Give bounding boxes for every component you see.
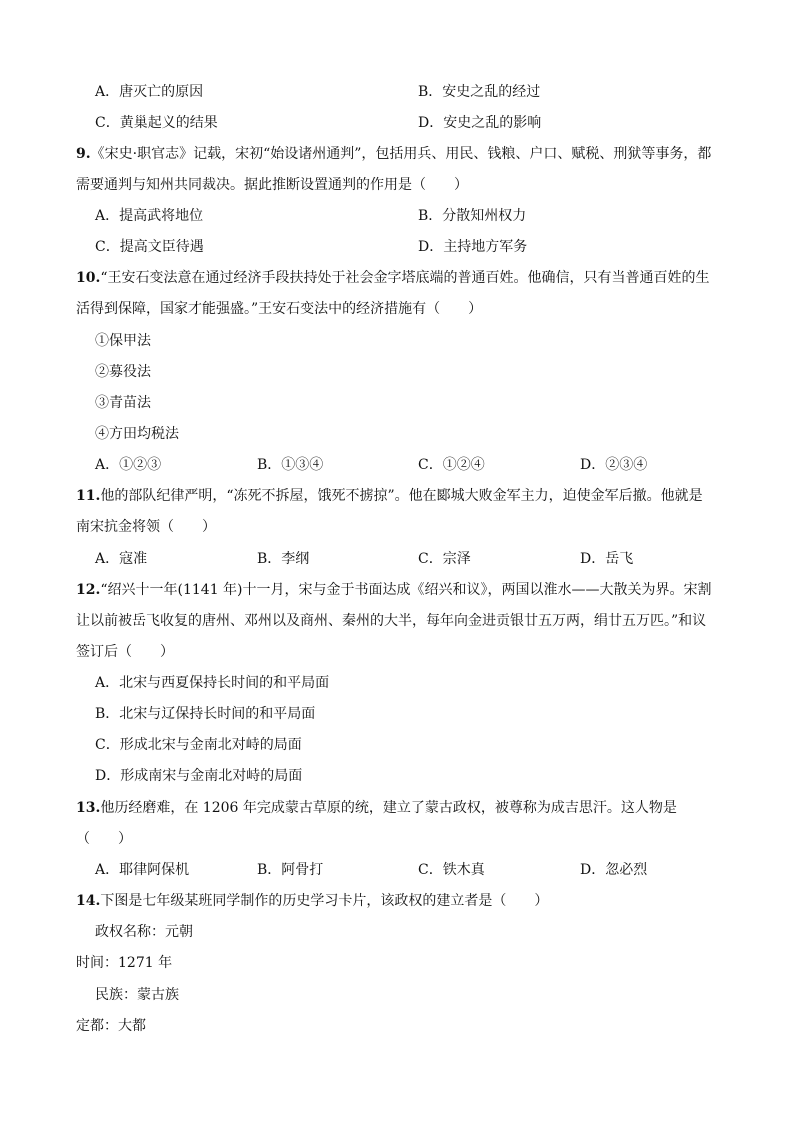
q10-stem-line1 [76, 268, 710, 288]
q11-option-a[interactable]: A．寇准 [95, 551, 148, 567]
q14-card-capital: 定都：大都 [76, 1018, 146, 1034]
q9-number: 9. [76, 146, 91, 162]
q12-number: 12. [76, 582, 101, 598]
q13-stem-line1 [76, 798, 677, 818]
q10-option-d[interactable]: D．②③④ [580, 457, 648, 473]
q11-number: 11. [76, 488, 101, 504]
q12-option-a[interactable]: A．北宋与西夏保持长时间的和平局面 [95, 675, 330, 691]
q12-option-c[interactable]: C．形成北宋与金南北对峙的局面 [95, 737, 302, 753]
q9-option-a[interactable]: A．提高武将地位 [95, 208, 204, 224]
q13-number: 13. [76, 800, 101, 816]
q8-option-d[interactable]: D．安史之乱的影响 [418, 115, 542, 131]
q14-stem-line1 [76, 891, 548, 911]
q12-text-line1: “绍兴十一年(1141 年)十一月，宋与金于书面达成《绍兴和议》，两国以淮水——大散关为界。宋割 [100, 582, 712, 598]
q8-option-a[interactable]: A．唐灭亡的原因 [95, 84, 204, 100]
q14-number: 14. [76, 893, 101, 909]
q8-option-c[interactable]: C．黄巢起义的结果 [95, 115, 218, 131]
q13-text-line1: 他历经磨难，在 1206 年完成蒙古草原的统，建立了蒙古政权，被尊称为成吉思汗。这人物是 [100, 800, 677, 816]
q14-text-line1: 下图是七年级某班同学制作的历史学习卡片，该政权的建立者是（ ） [100, 893, 549, 909]
q12-stem-line2: 让以前被岳飞收复的唐州、邓州以及商州、秦州的大半，每年向金进贡银廿五万两，绢廿五万匹。”和议 [76, 613, 707, 629]
q9-stem-line1 [76, 144, 711, 164]
q12-stem-line3: 签订后（ ） [76, 644, 174, 660]
q14-card-time: 时间：1271 年 [76, 955, 173, 971]
q9-option-d[interactable]: D．主持地方军务 [418, 239, 528, 255]
q10-option-a[interactable]: A．①②③ [95, 457, 162, 473]
q10-item-3: ③青苗法 [95, 395, 151, 411]
q12-option-b[interactable]: B．北宋与辽保持长时间的和平局面 [95, 706, 316, 722]
q10-option-b[interactable]: B．①③④ [257, 457, 324, 473]
q14-card-regime-name: 政权名称：元朝 [95, 924, 193, 940]
q13-option-a[interactable]: A．耶律阿保机 [95, 862, 190, 878]
q13-option-c[interactable]: C．铁木真 [418, 862, 485, 878]
q10-item-1: ①保甲法 [95, 333, 151, 349]
q10-option-c[interactable]: C．①②④ [418, 457, 485, 473]
q12-stem-line1 [76, 580, 712, 600]
q13-stem-line2: （ ） [76, 831, 132, 847]
q10-number: 10. [76, 270, 101, 286]
q11-option-b[interactable]: B．李纲 [257, 551, 310, 567]
q9-stem-line2: 需要通判与知州共同裁决。据此推断设置通判的作用是（ ） [76, 177, 468, 193]
q12-option-d[interactable]: D．形成南宋与金南北对峙的局面 [95, 768, 303, 784]
q9-text-line1: 《宋史·职官志》记载，宋初“始设诸州通判”，包括用兵、用民、钱粮、户口、赋税、刑狱等事务，都 [90, 146, 712, 162]
q10-stem-line2: 活得到保障，国家才能强盛。”王安石变法中的经济措施有（ ） [76, 301, 483, 317]
q11-stem-line1 [76, 486, 703, 506]
q10-item-2: ②募役法 [95, 364, 151, 380]
q9-option-b[interactable]: B．分散知州权力 [418, 208, 527, 224]
q10-text-line1: “王安石变法意在通过经济手段扶持处于社会金字塔底端的普通百姓。他确信，只有当普通百姓的生 [100, 270, 710, 286]
q9-option-c[interactable]: C．提高文臣待遇 [95, 239, 204, 255]
q10-item-4: ④方田均税法 [95, 426, 179, 442]
q13-option-d[interactable]: D．忽必烈 [580, 862, 648, 878]
q14-card-ethnicity: 民族：蒙古族 [95, 987, 179, 1003]
q11-stem-line2: 南宋抗金将领（ ） [76, 519, 216, 535]
q11-option-d[interactable]: D．岳飞 [580, 551, 634, 567]
q13-option-b[interactable]: B．阿骨打 [257, 862, 324, 878]
q11-text-line1: 他的部队纪律严明，“冻死不拆屋，饿死不掳掠”。他在郾城大败金军主力，迫使金军后撤。他就是 [100, 488, 703, 504]
q11-option-c[interactable]: C．宗泽 [418, 551, 471, 567]
q8-option-b[interactable]: B．安史之乱的经过 [418, 84, 541, 100]
